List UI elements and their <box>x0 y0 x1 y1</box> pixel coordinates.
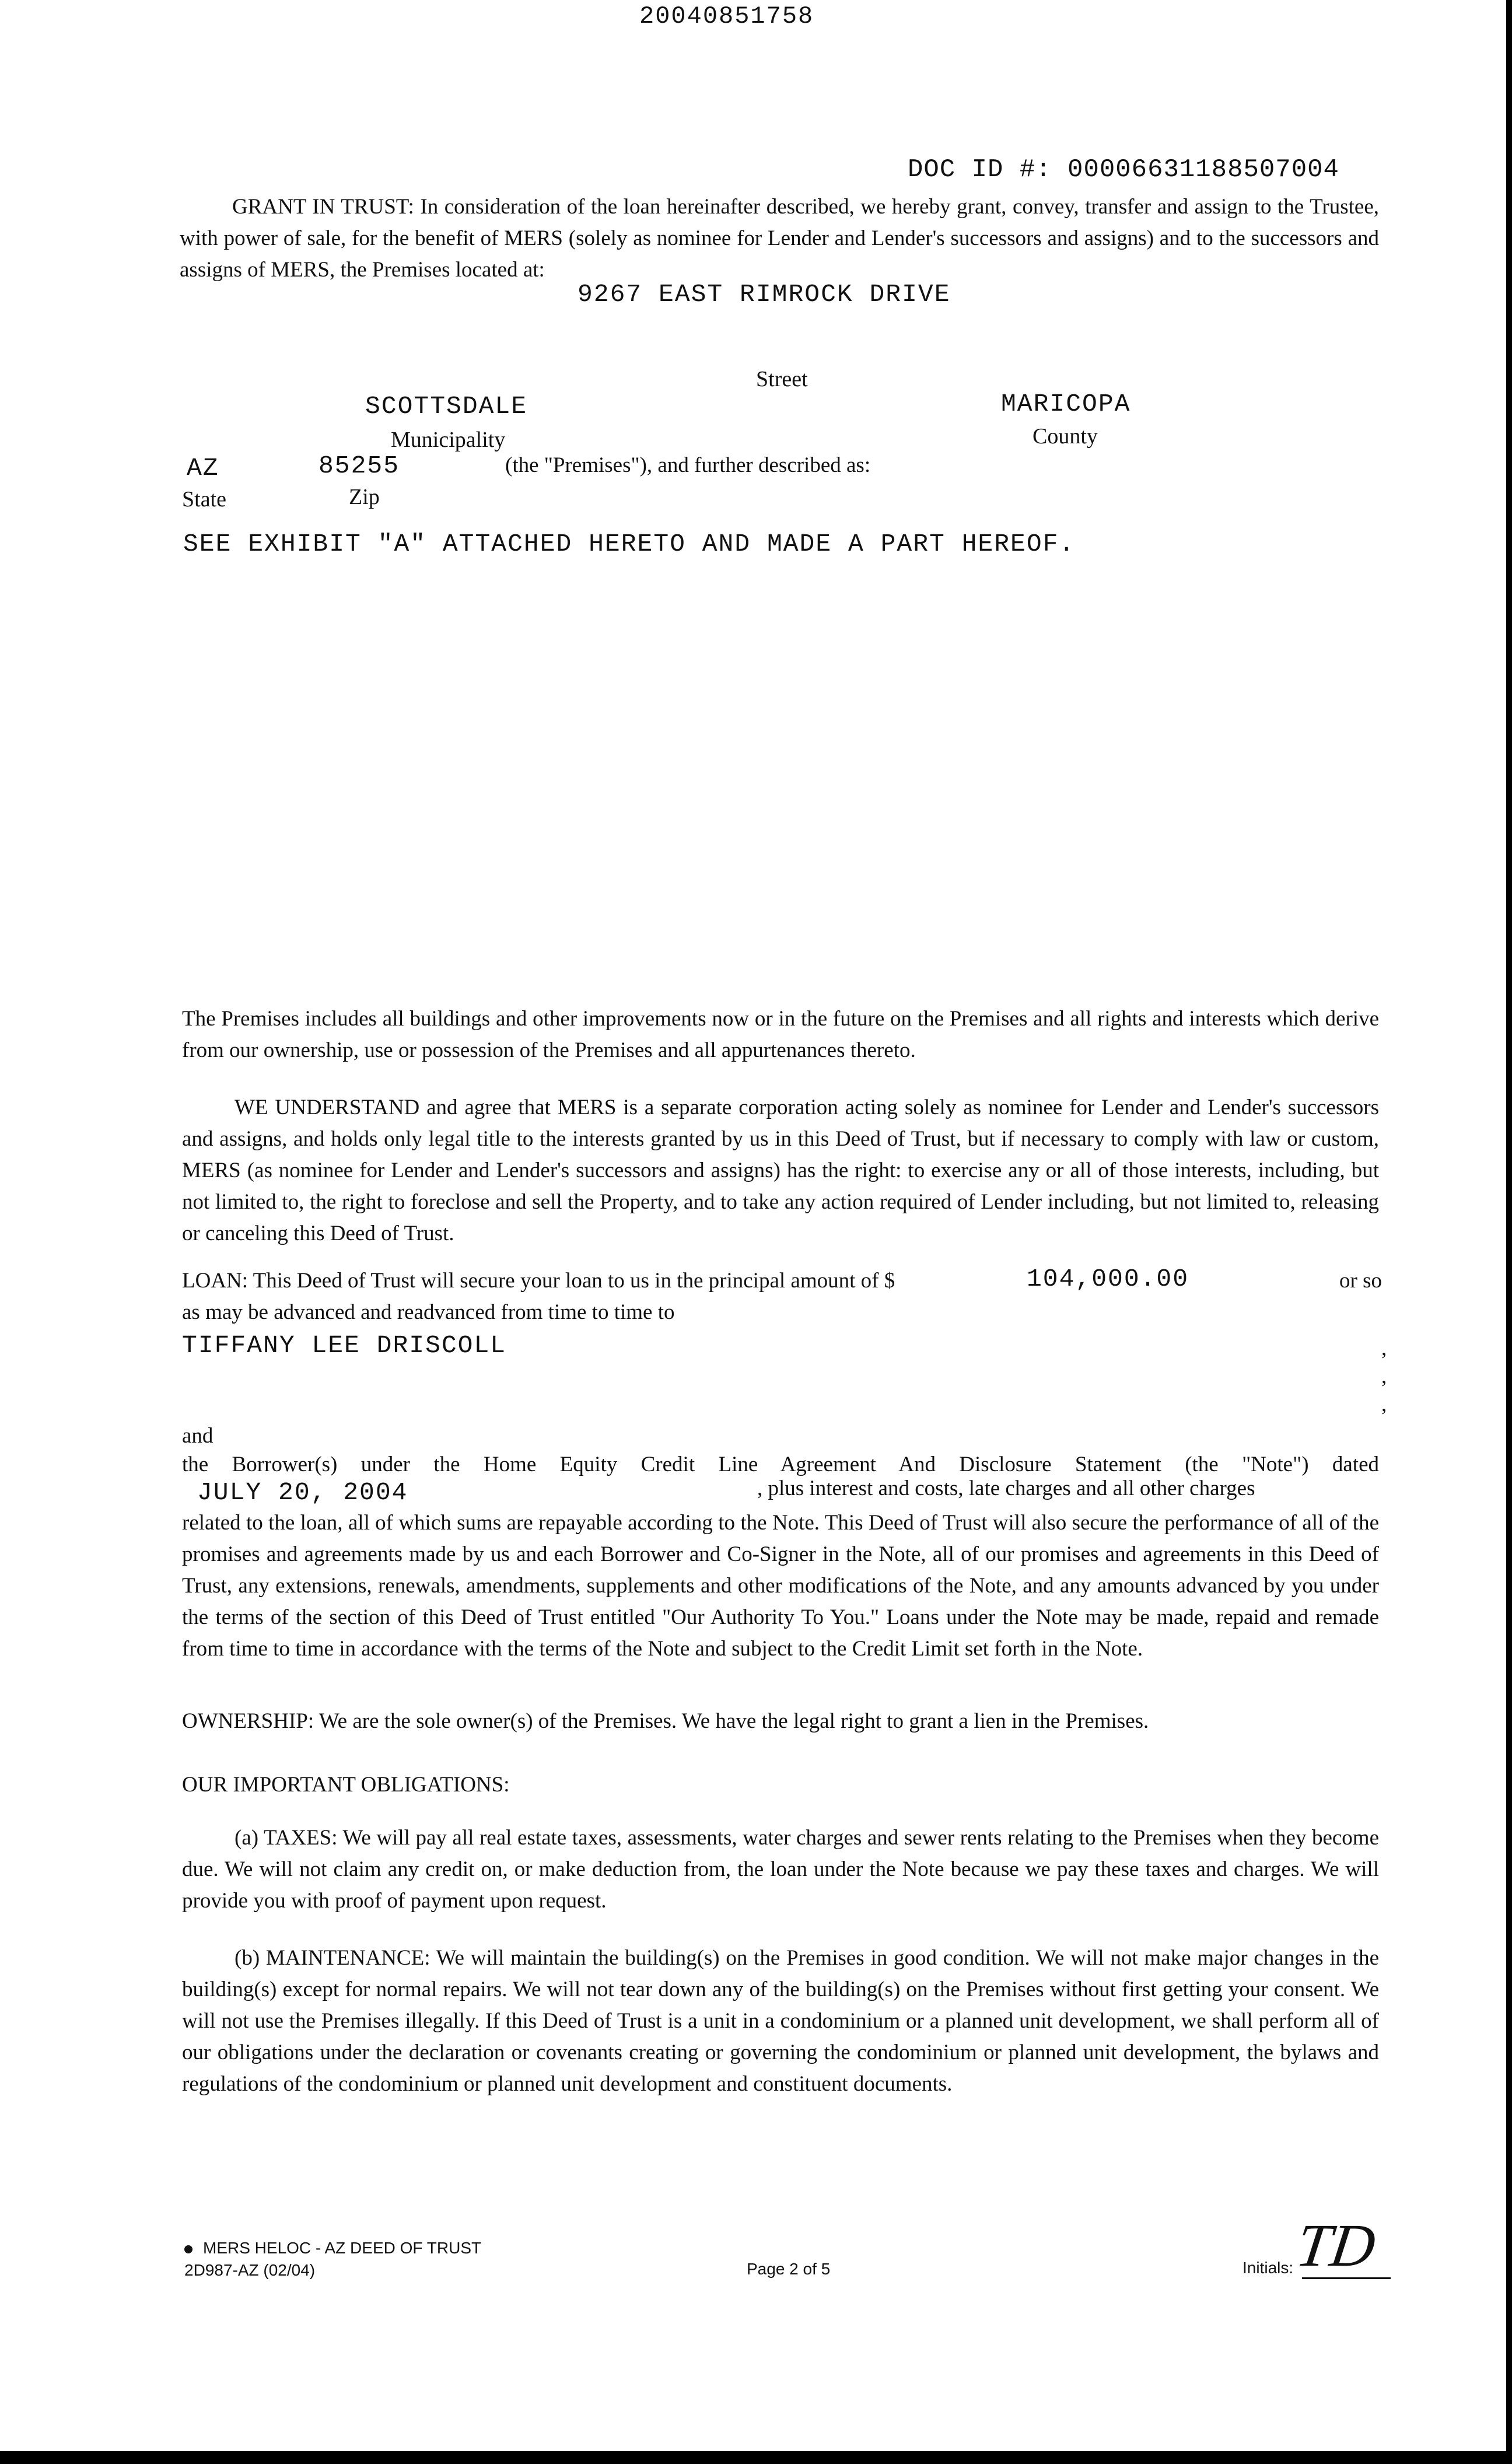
loan-note-text: the Borrower(s) under the Home Equity Credit Line Agreement And Disclosure Statement (the "Note") dated <box>182 1452 1379 1476</box>
form-number: 2D987-AZ (02/04) <box>184 2261 316 2279</box>
initials-label: Initials: <box>1242 2259 1294 2277</box>
further-described-text: (the "Premises"), and further described as: <box>505 453 871 477</box>
loan-and: and <box>182 1424 214 1448</box>
state-label: State <box>182 487 226 512</box>
borrower-comma-2: , <box>1381 1364 1387 1388</box>
loan-intro: LOAN: This Deed of Trust will secure your loan to us in the principal amount of $ <box>182 1269 895 1293</box>
loan-amount: 104,000.00 <box>1027 1265 1189 1293</box>
borrower-comma-3: , <box>1381 1392 1387 1416</box>
state-value: AZ <box>187 454 219 482</box>
county-label: County <box>1032 424 1098 449</box>
note-date: JULY 20, 2004 <box>197 1478 408 1507</box>
page-number: Page 2 of 5 <box>747 2260 831 2278</box>
ownership-paragraph: OWNERSHIP: We are the sole owner(s) of the Premises. We have the legal right to grant a lien in the Premises. <box>182 1709 1149 1733</box>
municipality-value: SCOTTSDALE <box>365 392 528 421</box>
grant-in-trust-paragraph: GRANT IN TRUST: In consideration of the loan hereinafter described, we hereby grant, convey, transfer and assign to the Trustee, with power of sale, for the benefit of MERS (solely as nominee for Lender and Lender's successors and assigns) and to the successors and assigns of MERS, the Premises located at: <box>180 195 1379 282</box>
obligations-heading: OUR IMPORTANT OBLIGATIONS: <box>182 1773 510 1797</box>
initials-line <box>1302 2277 1391 2279</box>
bullet-icon <box>184 2245 192 2253</box>
maintenance-paragraph: (b) MAINTENANCE: We will maintain the building(s) on the Premises in good condition. We will not make major changes in the building(s) except for normal repairs. We will not tear down any of the building(s) on the Premises without first getting your consent. We will not use the Premises illegally. If this Deed of Trust is a unit in a condominium or a planned unit development, we shall perform all of our obligations under the declaration or covenants creating or governing the condominium or planned unit development, the bylaws and regulations of the condominium or planned unit development and constituent documents. <box>182 1946 1379 2096</box>
borrower-name: TIFFANY LEE DRISCOLL <box>182 1331 507 1360</box>
form-title: MERS HELOC - AZ DEED OF TRUST <box>184 2239 481 2258</box>
exhibit-reference: SEE EXHIBIT "A" ATTACHED HERETO AND MADE A PART HEREOF. <box>183 530 1076 558</box>
loan-remaining-text: related to the loan, all of which sums are repayable according to the Note. This Deed of Trust will also secure the performance of all of the promises and agreements made by us and each Borrower and Co-Signer in the Note, all of our promises and agreements in this Deed of Trust, any extensions, renewals, amendments, supplements and other modifications of the Note, and any amounts advanced by you under the terms of the section of this Deed of Trust entitled "Our Authority To You." Loans under the Note may be made, repaid and remade from time to time in accordance with the terms of the Note and subject to the Credit Limit set forth in the Note. <box>182 1511 1379 1661</box>
municipality-label: Municipality <box>391 428 506 452</box>
street-label: Street <box>756 367 808 391</box>
initials-handwriting: TD <box>1292 2212 1380 2279</box>
premises-paragraph: The Premises includes all buildings and other improvements now or in the future on the Premises and all rights and interests which derive from our ownership, use or possession of the Premises and all appurtenances thereto. <box>182 1007 1379 1062</box>
zip-label: Zip <box>349 485 380 509</box>
taxes-paragraph: (a) TAXES: We will pay all real estate taxes, assessments, water charges and sewer rents relating to the Premises when they become due. We will not claim any credit on, or make deduction from, the loan under the Note because we pay these taxes and charges. We will provide you with proof of payment upon request. <box>182 1826 1379 1913</box>
zip-value: 85255 <box>318 452 400 480</box>
borrower-comma-1: , <box>1381 1336 1387 1360</box>
understand-paragraph: WE UNDERSTAND and agree that MERS is a separate corporation acting solely as nominee for Lender and Lender's successors and assigns, and holds only legal title to the interests granted by us in this Deed of Trust, but if necessary to comply with law or custom, MERS (as nominee for Lender and Lender's successors and assigns) has the right: to exercise any or all of those interests, including, but not limited to, the right to foreclose and sell the Property, and to take any action required of Lender including, but not limited to, releasing or canceling this Deed of Trust. <box>182 1096 1379 1245</box>
loan-or-so: or so <box>1339 1269 1382 1293</box>
loan-advance-text: as may be advanced and readvanced from time to time to <box>182 1300 675 1324</box>
scan-edge-right <box>1506 0 1512 2464</box>
recording-number: 20040851758 <box>639 2 814 30</box>
county-value: MARICOPA <box>1001 390 1131 418</box>
after-date-text: , plus interest and costs, late charges and all other charges <box>757 1476 1255 1500</box>
street-value: 9267 EAST RIMROCK DRIVE <box>578 280 951 309</box>
scan-edge-bottom <box>0 2451 1512 2464</box>
doc-id: DOC ID #: 00006631188507004 <box>908 155 1339 184</box>
